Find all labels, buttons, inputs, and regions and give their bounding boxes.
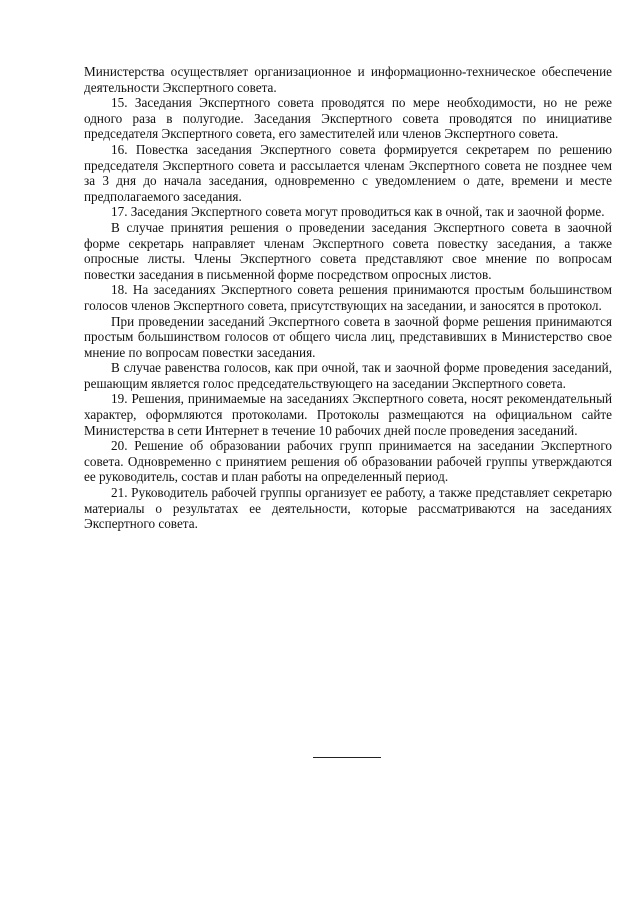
end-divider (313, 757, 381, 758)
paragraph-item-18-absentee: При проведении заседаний Экспертного совета в заочной форме решения принимаются простым большинством голосов от общего числа лиц, представивших в Министерство свое мнение по вопросам повестки заседания. (84, 313, 612, 360)
paragraph-item-18-tie: В случае равенства голосов, как при очной, так и заочной форме проведения заседаний, решающим является голос председательствующего на заседании Экспертного совета. (84, 360, 612, 391)
paragraph-continuation: Министерства осуществляет организационное и информационно-техническое обеспечение деятельности Экспертного совета. (84, 64, 612, 95)
paragraph-item-16: 16. Повестка заседания Экспертного совета формируется секретарем по решению председателя Экспертного совета и рассылается членам Экспертного совета не позднее чем за 3 дня до начала заседания, одновременно с уведомлением о дате, времени и месте предполагаемого заседания. (84, 141, 612, 204)
paragraph-item-15: 15. Заседания Экспертного совета проводятся по мере необходимости, но не реже одного раза в полугодие. Заседания Экспертного совета проводятся по инициативе председателя Экспертного совета, его заместителей или членов Экспертного совета. (84, 95, 612, 142)
paragraph-item-17: 17. Заседания Экспертного совета могут проводиться как в очной, так и заочной форме. (111, 204, 605, 220)
paragraph-item-19: 19. Решения, принимаемые на заседаниях Экспертного совета, носят рекомендательный характер, оформляются протоколами. Протоколы размещаются на официальном сайте Министерства в сети Интернет в течение 10 рабочих дней после проведения заседаний. (84, 391, 612, 438)
paragraph-item-18: 18. На заседаниях Экспертного совета решения принимаются простым большинством голосов членов Экспертного совета, присутствующих на заседании, и заносятся в протокол. (84, 282, 612, 313)
paragraph-item-21: 21. Руководитель рабочей группы организует ее работу, а также представляет секретарю материалы о результатах ее деятельности, которые рассматриваются на заседаниях Экспертного совета. (84, 485, 612, 532)
paragraph-item-20: 20. Решение об образовании рабочих групп принимается на заседании Экспертного совета. Одновременно с принятием решения об образовании рабочей группы утверждаются ее руководитель, состав и план работы на определенный период. (84, 438, 612, 485)
document-body (84, 64, 612, 532)
paragraph-item-17-absentee: В случае принятия решения о проведении заседания Экспертного совета в заочной форме секретарь направляет членам Экспертного совета повестку заседания, а также опросные листы. Члены Экспертного совета представляют свое мнение по вопросам повестки заседания в письменной форме посредством опросных листов. (84, 219, 612, 282)
